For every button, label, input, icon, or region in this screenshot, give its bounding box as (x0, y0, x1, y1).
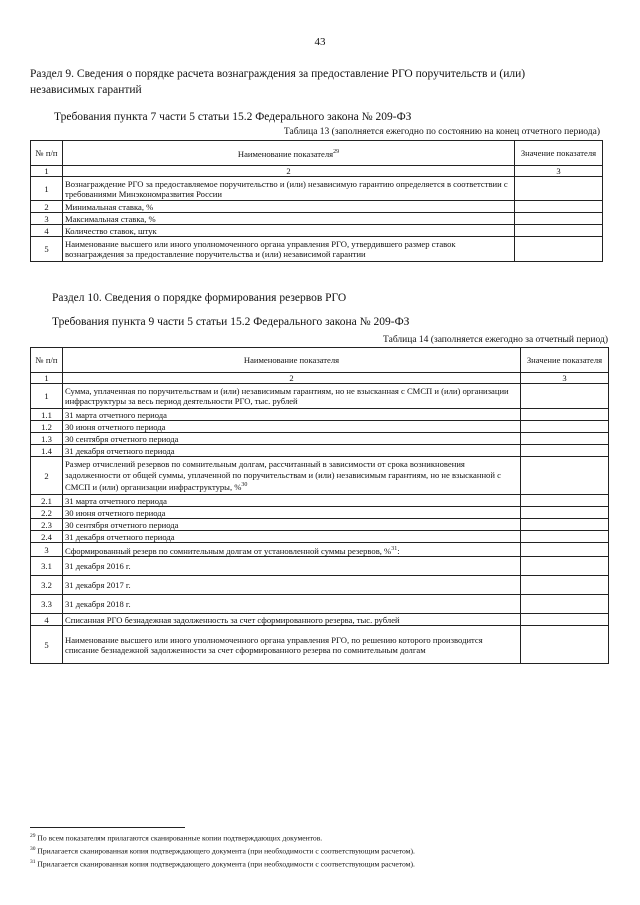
row-number: 2 (31, 201, 63, 213)
table-13-caption: Таблица 13 (заполняется ежегодно по состоянию на конец отчетного периода) (283, 127, 600, 137)
column-number-row (31, 166, 603, 177)
row-number: 1.4 (31, 445, 63, 457)
column-number: 1 (31, 166, 63, 177)
row-name (63, 543, 521, 557)
footnote-text: Прилагается сканированная копия подтверждающего документа (при необходимости с соответствующим расчетом). (37, 846, 415, 856)
table-row (31, 626, 609, 664)
value-cell[interactable] (521, 531, 609, 543)
section-9-requirement: Требования пункта 7 части 5 статьи 15.2 Федерального закона № 209-ФЗ (54, 111, 412, 123)
table-row (31, 177, 603, 201)
row-name: 31 декабря 2017 г. (63, 576, 521, 595)
section-10-requirement: Требования пункта 9 части 5 статьи 15.2 Федерального закона № 209-ФЗ (52, 316, 410, 328)
column-header-value: Значение показателя (515, 141, 603, 166)
footnote-ref: 30 (241, 481, 248, 488)
table-row (31, 543, 609, 557)
footnote-text: Прилагается сканированная копия подтверждающего документа (при необходимости с соответствующим расчетом). (37, 859, 415, 869)
table-row (31, 495, 609, 507)
table-row (31, 409, 609, 421)
row-number: 1.3 (31, 433, 63, 445)
row-number: 4 (31, 225, 63, 237)
table-row (31, 614, 609, 626)
row-name: Наименование высшего или иного уполномоченного органа управления РГО, утвердившего размер ставок вознаграждения за предоставление поручительства и (или) независимой гарантии (63, 237, 515, 262)
table-row (31, 201, 603, 213)
row-number: 3.3 (31, 595, 63, 614)
footnote (30, 831, 610, 844)
table-row (31, 507, 609, 519)
table-row (31, 519, 609, 531)
column-number: 2 (63, 166, 515, 177)
footnote-mark: 30 (30, 846, 36, 853)
value-cell[interactable] (521, 384, 609, 409)
row-number: 3 (31, 213, 63, 225)
column-header-number: № п/п (31, 348, 63, 373)
table-row (31, 576, 609, 595)
table-row (31, 384, 609, 409)
row-name-text: Сформированный резерв по сомнительным долгам от установленной суммы резервов, % (65, 545, 392, 556)
row-name: 30 июня отчетного периода (63, 507, 521, 519)
value-cell[interactable] (521, 543, 609, 557)
row-number: 2.3 (31, 519, 63, 531)
row-number: 3 (31, 543, 63, 557)
value-cell[interactable] (521, 421, 609, 433)
column-number: 3 (515, 166, 603, 177)
row-number: 2.1 (31, 495, 63, 507)
section-9-title-line-1: Раздел 9. Сведения о порядке расчета вознаграждения за предоставление РГО поручительств и (или) (30, 68, 526, 80)
column-number: 3 (521, 373, 609, 384)
table-row (31, 595, 609, 614)
footnote-text: По всем показателям прилагаются сканированные копии подтверждающих документов. (37, 833, 323, 843)
value-cell[interactable] (515, 225, 603, 237)
table-row (31, 557, 609, 576)
row-name: Минимальная ставка, % (63, 201, 515, 213)
row-number: 1 (31, 384, 63, 409)
row-name: Списанная РГО безнадежная задолженность за счет сформированного резерва, тыс. рублей (63, 614, 521, 626)
header-name-text: Наименование показателя (237, 148, 334, 159)
value-cell[interactable] (521, 495, 609, 507)
row-number: 4 (31, 614, 63, 626)
row-name: 31 марта отчетного периода (63, 495, 521, 507)
row-number: 2.2 (31, 507, 63, 519)
row-name: 31 декабря отчетного периода (63, 445, 521, 457)
row-number: 3.1 (31, 557, 63, 576)
table-row (31, 531, 609, 543)
table-13 (30, 140, 603, 262)
column-header-value: Значение показателя (521, 348, 609, 373)
page-number: 43 (314, 36, 326, 48)
value-cell[interactable] (515, 237, 603, 262)
value-cell[interactable] (521, 433, 609, 445)
value-cell[interactable] (521, 614, 609, 626)
section-9-title (30, 66, 525, 98)
value-cell[interactable] (521, 595, 609, 614)
column-number-row (31, 373, 609, 384)
table-row (31, 433, 609, 445)
value-cell[interactable] (521, 519, 609, 531)
row-number: 5 (31, 626, 63, 664)
footnote-divider (30, 827, 185, 828)
table-row (31, 421, 609, 433)
table-row (31, 445, 609, 457)
row-name: 31 марта отчетного периода (63, 409, 521, 421)
row-name: Количество ставок, штук (63, 225, 515, 237)
row-number: 2 (31, 457, 63, 495)
row-name: 30 июня отчетного периода (63, 421, 521, 433)
section-10-title: Раздел 10. Сведения о порядке формирования резервов РГО (52, 292, 347, 304)
section-9-title-line-2: независимых гарантий (30, 84, 142, 96)
row-name: Наименование высшего или иного уполномоченного органа управления РГО, по решению которого производится списание безнадежной задолженности за счет сформированного резерва по сомнительным долгам (63, 626, 521, 664)
value-cell[interactable] (521, 576, 609, 595)
footnote-ref: 31 (391, 545, 398, 552)
table-row (31, 225, 603, 237)
column-number: 2 (63, 373, 521, 384)
value-cell[interactable] (521, 445, 609, 457)
table-row (31, 237, 603, 262)
table-row (31, 213, 603, 225)
row-number: 5 (31, 237, 63, 262)
footnote (30, 844, 610, 857)
value-cell[interactable] (521, 507, 609, 519)
row-name: Вознаграждение РГО за предоставляемое поручительство и (или) независимую гарантию определяется в соответствии с требованиями Минэкономразвития России (63, 177, 515, 201)
value-cell[interactable] (515, 177, 603, 201)
row-name-text: Размер отчислений резервов по сомнительным долгам, рассчитанный в зависимости от срока возникновения задолженности от общей суммы, уплаченной по поручительствам и (или) независимым гарантиям, но не взысканной с СМСП и (или) организации инфраструктуры, % (65, 459, 501, 492)
footnote-mark: 29 (30, 833, 36, 839)
row-number: 1 (31, 177, 63, 201)
table-14 (30, 347, 609, 664)
row-name-suffix: : (397, 545, 400, 556)
value-cell[interactable] (515, 201, 603, 213)
footnote-ref: 29 (333, 148, 340, 155)
row-name: 30 сентября отчетного периода (63, 433, 521, 445)
row-number: 1.1 (31, 409, 63, 421)
row-name: Сумма, уплаченная по поручительствам и (или) независимым гарантиям, но не взысканная с СМСП и (или) организации инфраструктуры за весь период деятельности РГО, тыс. рублей (63, 384, 521, 409)
table-row (31, 457, 609, 495)
table-header-row (31, 141, 603, 166)
row-name: 30 сентября отчетного периода (63, 519, 521, 531)
row-name (63, 457, 521, 495)
row-name: Максимальная ставка, % (63, 213, 515, 225)
value-cell[interactable] (515, 213, 603, 225)
value-cell[interactable] (521, 626, 609, 664)
row-name: 31 декабря 2018 г. (63, 595, 521, 614)
table-14-caption: Таблица 14 (заполняется ежегодно за отчетный период) (383, 335, 608, 345)
footnote (30, 857, 610, 870)
value-cell[interactable] (521, 457, 609, 495)
column-number: 1 (31, 373, 63, 384)
row-number: 3.2 (31, 576, 63, 595)
column-header-name: Наименование показателя (63, 348, 521, 373)
value-cell[interactable] (521, 557, 609, 576)
table-header-row (31, 348, 609, 373)
row-number: 2.4 (31, 531, 63, 543)
column-header-number: № п/п (31, 141, 63, 166)
row-name: 31 декабря 2016 г. (63, 557, 521, 576)
footnote-mark: 31 (30, 859, 36, 866)
footnotes (30, 831, 610, 870)
row-number: 1.2 (31, 421, 63, 433)
row-name: 31 декабря отчетного периода (63, 531, 521, 543)
value-cell[interactable] (521, 409, 609, 421)
column-header-name (63, 141, 515, 166)
